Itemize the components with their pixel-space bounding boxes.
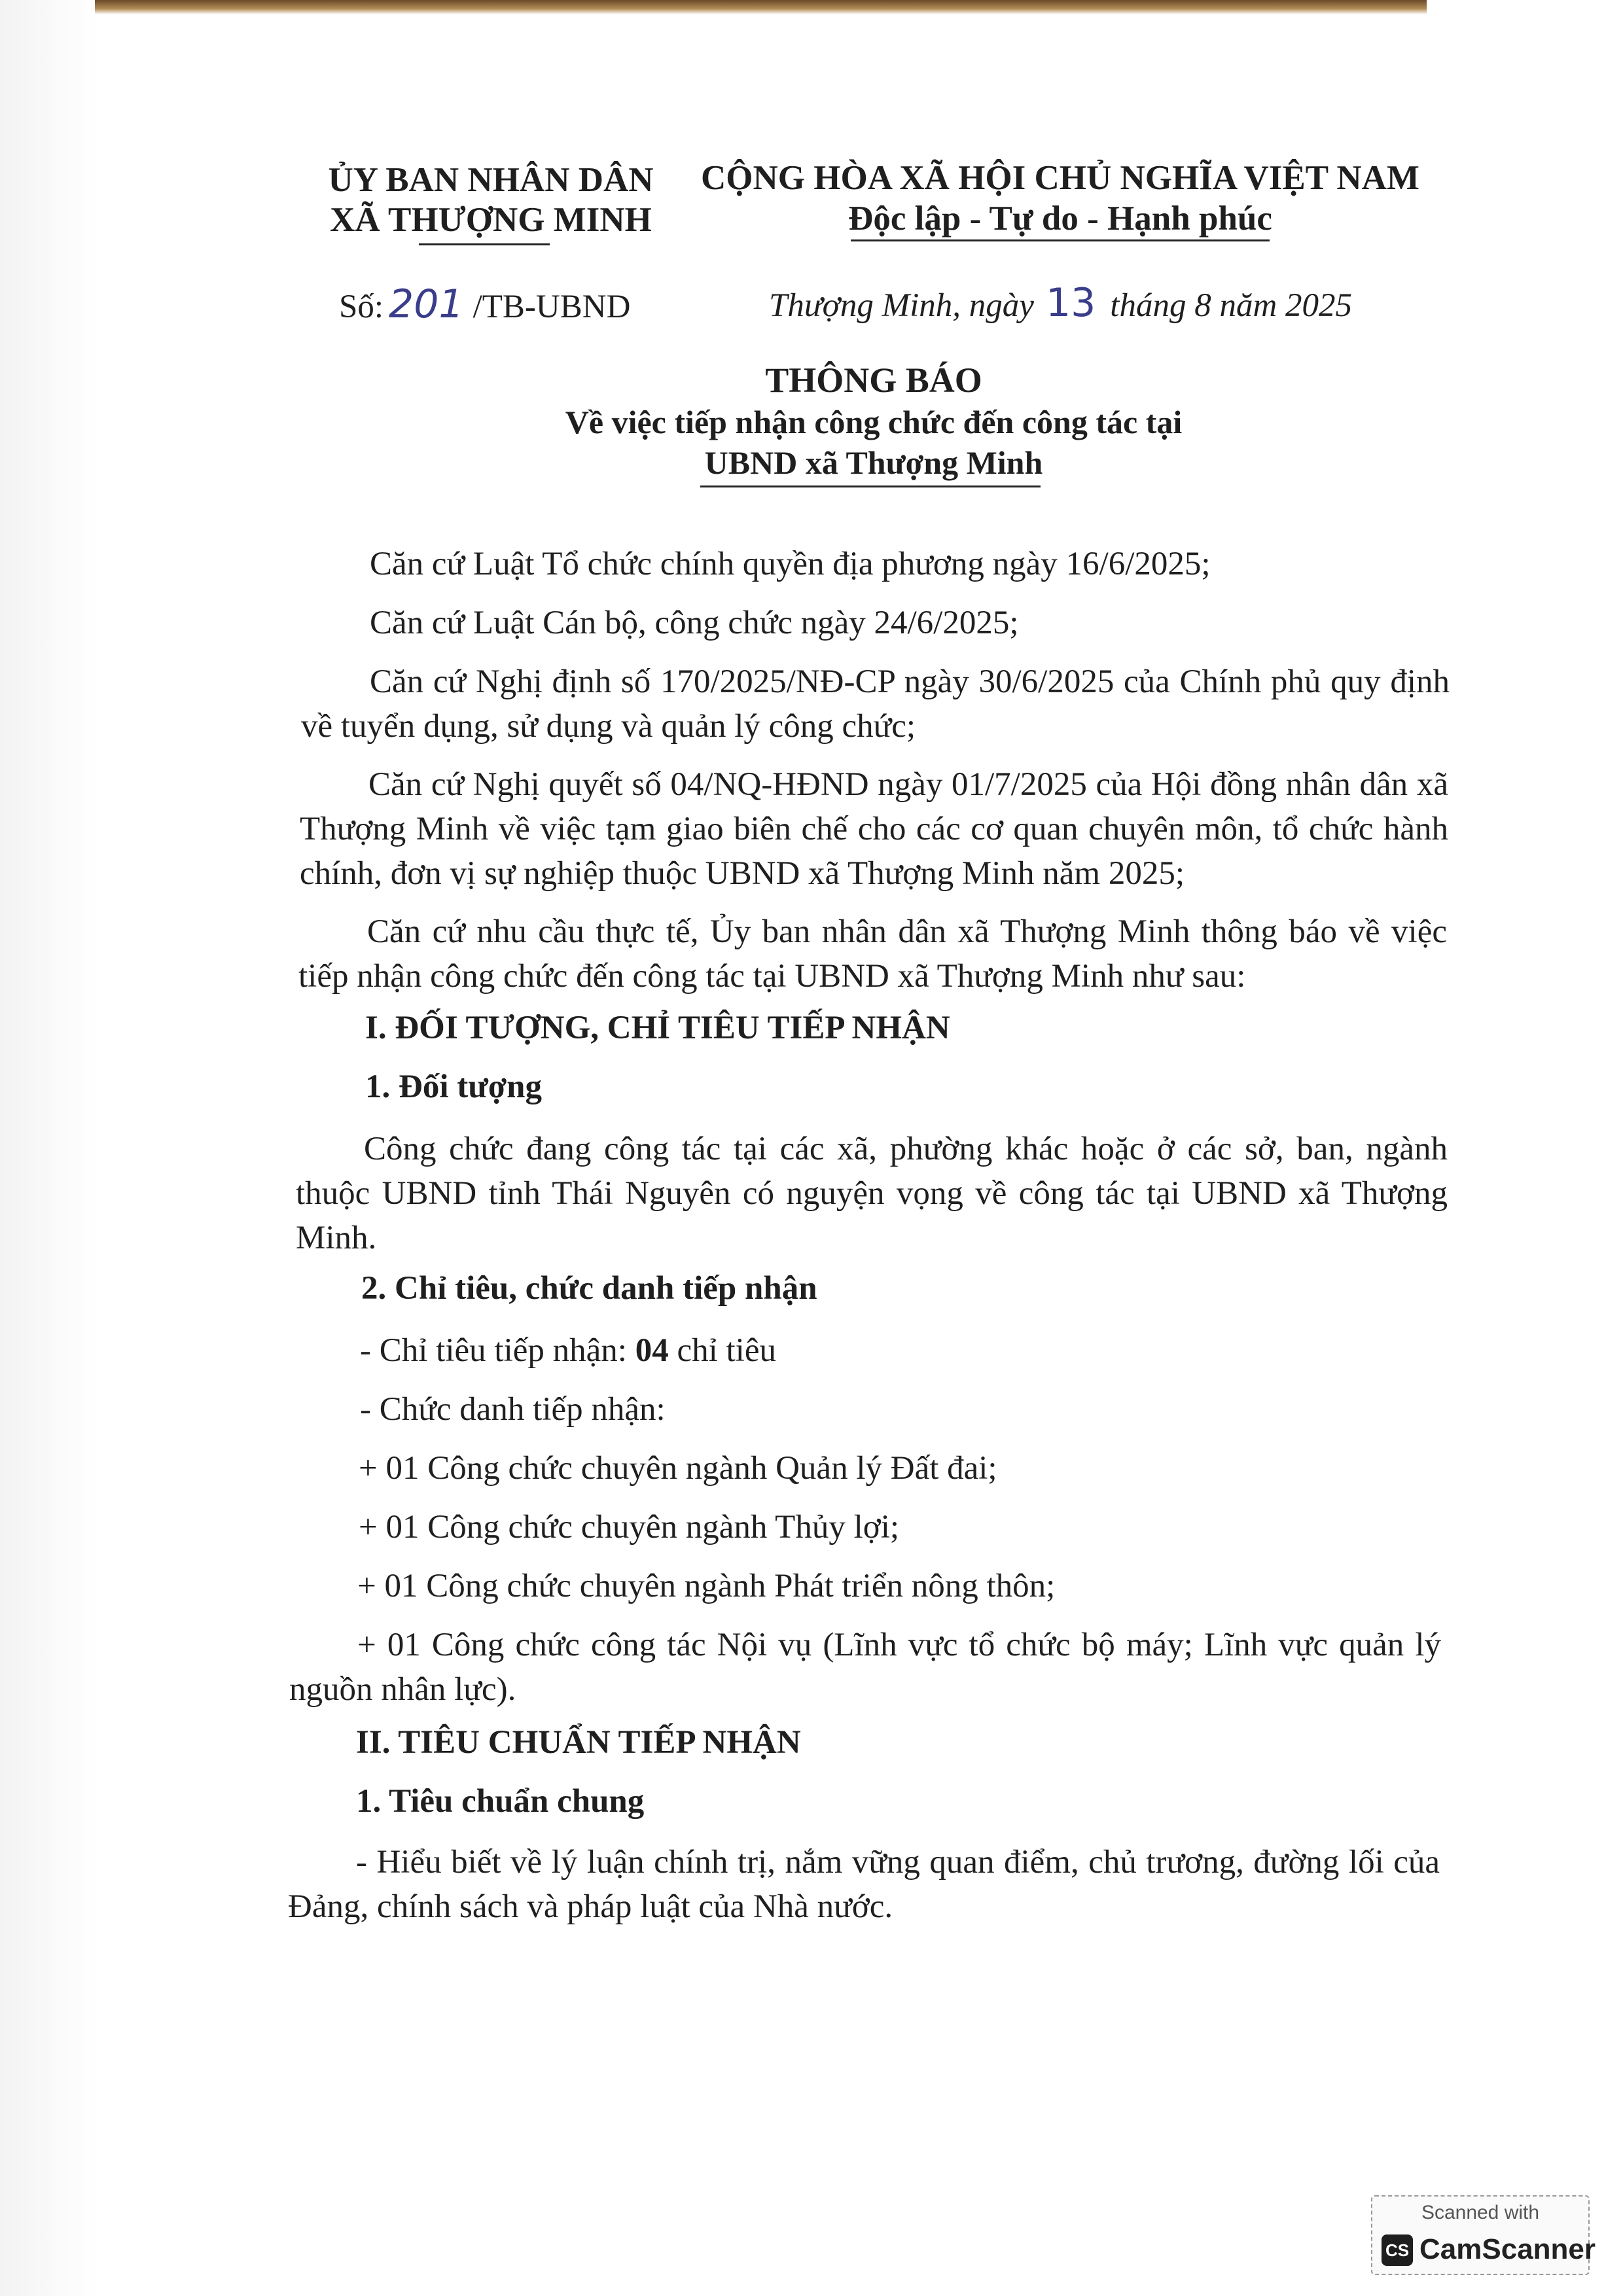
- org-line-1: ỦY BAN NHÂN DÂN: [328, 161, 654, 199]
- scanner-badge-caption: Scanned with: [1421, 2202, 1540, 2223]
- section-1-2-heading: 2. Chỉ tiêu, chức danh tiếp nhận: [361, 1270, 817, 1307]
- quota-suffix: chỉ tiêu: [668, 1332, 776, 1369]
- section-1-heading: I. ĐỐI TƯỢNG, CHỈ TIÊU TIẾP NHẬN: [365, 1010, 950, 1046]
- org-underline: [419, 243, 550, 245]
- basis-paragraph-1: Căn cứ Luật Tổ chức chính quyền địa phương ngày 16/6/2025;: [370, 546, 1211, 582]
- basis-paragraph-5: Căn cứ nhu cầu thực tế, Ủy ban nhân dân xã Thượng Minh thông báo về việc tiếp nhận công chức đến công tác tại UBND xã Thượng Minh như sau:: [298, 913, 1447, 995]
- date-line: [769, 280, 1352, 326]
- section-2-1-text: - Hiểu biết về lý luận chính trị, nắm vững quan điểm, chủ trương, đường lối của Đảng, chính sách và pháp luật của Nhà nước.: [288, 1844, 1440, 1925]
- doc-number-suffix: /TB-UBND: [473, 289, 631, 325]
- position-item: + 01 Công chức công tác Nội vụ (Lĩnh vực tổ chức bộ máy; Lĩnh vực quản lý nguồn nhân lực).: [289, 1627, 1441, 1708]
- scan-edge-strip: [95, 0, 1427, 14]
- doc-number-prefix: Số:: [339, 289, 384, 325]
- camscanner-logo-icon: CS: [1382, 2234, 1413, 2266]
- basis-paragraph-2: Căn cứ Luật Cán bộ, công chức ngày 24/6/2025;: [370, 605, 1019, 641]
- quota-line: [360, 1328, 776, 1373]
- section-2-1-heading: 1. Tiêu chuẩn chung: [356, 1783, 645, 1820]
- doc-number: [339, 281, 630, 327]
- nation-underline: [851, 239, 1270, 241]
- quota-prefix: - Chỉ tiêu tiếp nhận:: [360, 1332, 635, 1369]
- section-2-heading: II. TIÊU CHUẨN TIẾP NHẬN: [356, 1724, 801, 1761]
- position-item: + 01 Công chức chuyên ngành Quản lý Đất đai;: [359, 1450, 997, 1487]
- date-day-handwritten: 13: [1045, 280, 1096, 326]
- notice-subtitle-2: UBND xã Thượng Minh: [704, 444, 1043, 481]
- org-line-2: XÃ THƯỢNG MINH: [330, 201, 652, 239]
- date-place: Thượng Minh, ngày: [769, 287, 1034, 324]
- scan-shadow: [0, 0, 98, 2296]
- title-underline: [700, 486, 1041, 487]
- section-1-1-heading: 1. Đối tượng: [365, 1069, 542, 1105]
- scanner-badge: [1371, 2195, 1596, 2275]
- quota-value: 04: [635, 1332, 669, 1369]
- nation-line-1: CỘNG HÒA XÃ HỘI CHỦ NGHĨA VIỆT NAM: [701, 159, 1419, 197]
- basis-paragraph-4: Căn cứ Nghị quyết số 04/NQ-HĐND ngày 01/7/2025 của Hội đồng nhân dân xã Thượng Minh về việc tạm giao biên chế cho các cơ quan chuyên môn, tổ chức hành chính, đơn vị sự nghiệp thuộc UBND xã Thượng Minh năm 2025;: [300, 766, 1448, 892]
- position-item: + 01 Công chức chuyên ngành Phát triển nông thôn;: [357, 1568, 1056, 1604]
- positions-label: - Chức danh tiếp nhận:: [360, 1391, 666, 1428]
- section-1-1-text: Công chức đang công tác tại các xã, phường khác hoặc ở các sở, ban, ngành thuộc UBND tỉnh Thái Nguyên có nguyện vọng về công tác tại UBND xã Thượng Minh.: [296, 1131, 1448, 1256]
- notice-title: THÔNG BÁO: [765, 361, 982, 400]
- basis-paragraph-3: Căn cứ Nghị định số 170/2025/NĐ-CP ngày 30/6/2025 của Chính phủ quy định về tuyển dụng, sử dụng và quản lý công chức;: [301, 663, 1450, 745]
- scanner-badge-brand: CamScanner: [1419, 2233, 1596, 2265]
- position-item: + 01 Công chức chuyên ngành Thủy lợi;: [359, 1509, 900, 1545]
- notice-subtitle-1: Về việc tiếp nhận công chức đến công tác tại: [565, 404, 1183, 440]
- doc-number-handwritten: 201: [389, 281, 464, 327]
- nation-line-2: Độc lập - Tự do - Hạnh phúc: [848, 200, 1272, 238]
- date-month-year: tháng 8 năm 2025: [1110, 287, 1353, 324]
